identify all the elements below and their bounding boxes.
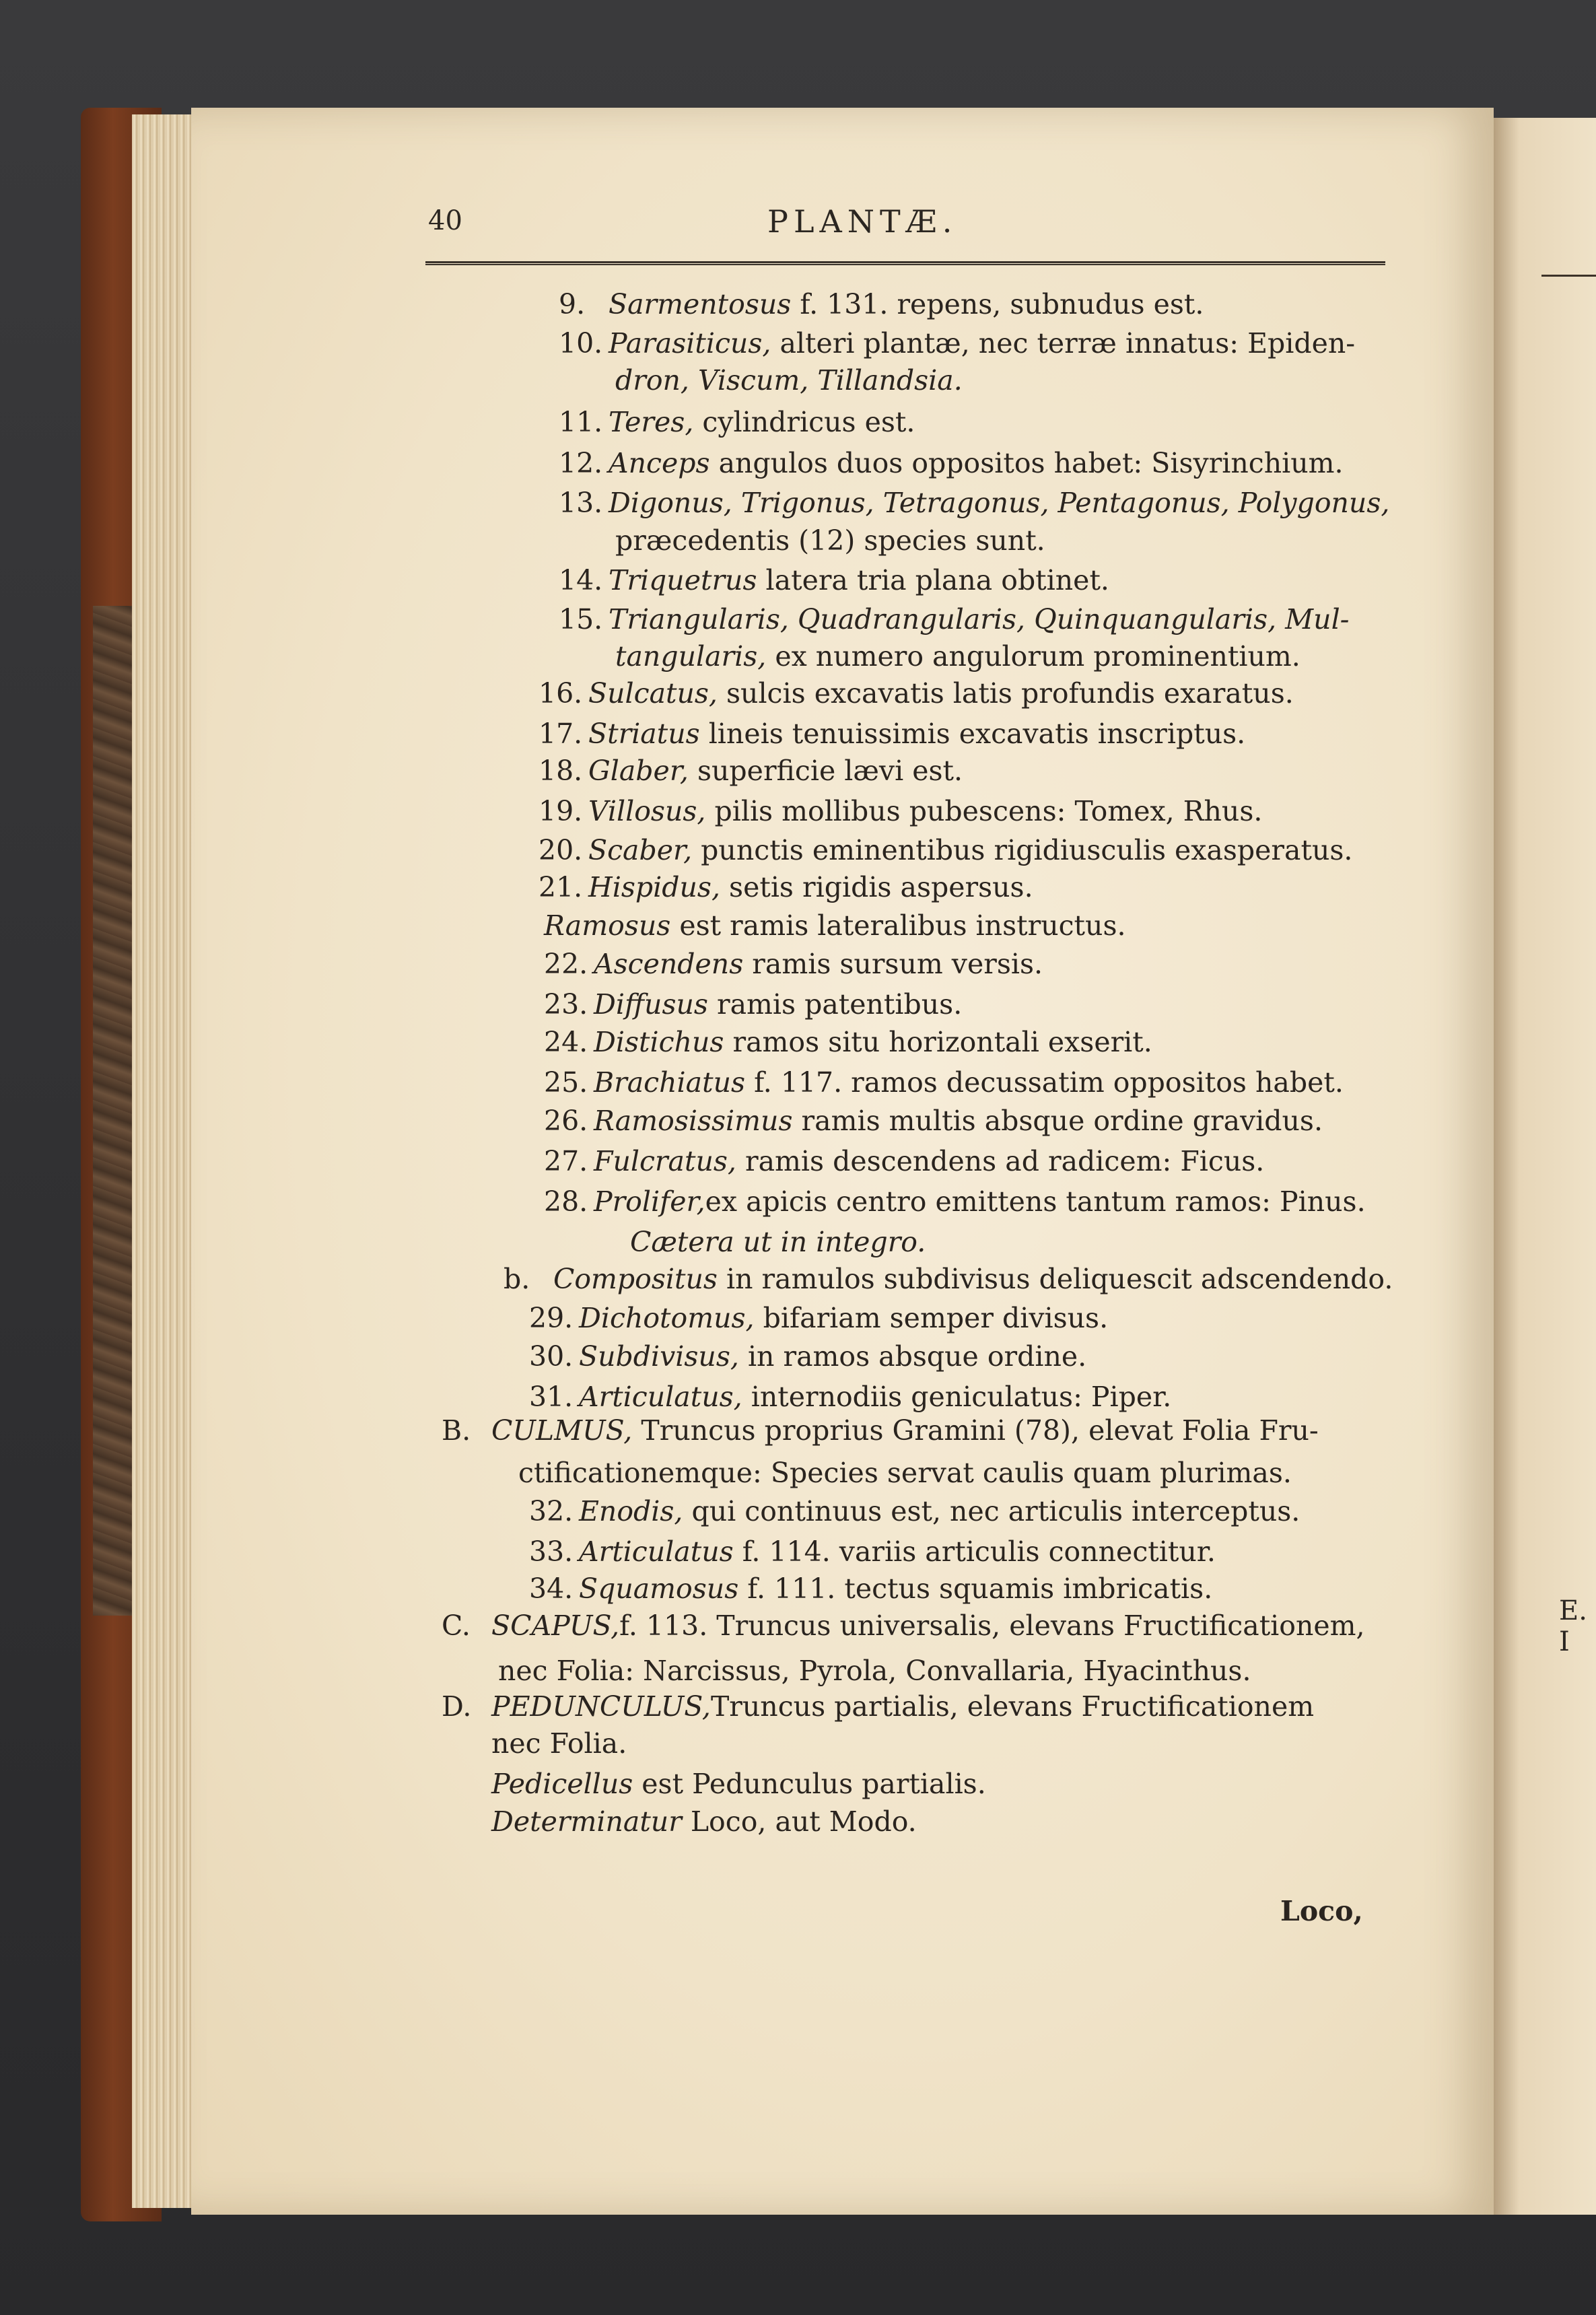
text-line xyxy=(518,1459,1292,1487)
italic-term: Ascendens xyxy=(594,948,744,980)
line-number: 22. xyxy=(544,948,588,980)
text-line xyxy=(539,720,1245,748)
facing-page-fragment: E. I xyxy=(1559,1595,1587,1657)
italic-term: CULMUS, xyxy=(491,1414,633,1447)
line-text: alteri plantæ, nec terræ innatus: Epiden- xyxy=(771,327,1356,359)
line-text: nec Folia: Narcissus, Pyrola, Convallaria, Hyacinthus. xyxy=(498,1655,1251,1687)
line-text: qui continuus est, nec articulis interceptus. xyxy=(683,1495,1300,1527)
italic-term: Villosus, xyxy=(588,795,706,827)
line-text: ex apicis centro emittens tantum ramos: Pinus. xyxy=(705,1185,1366,1218)
italic-term: Articulatus xyxy=(579,1535,734,1568)
text-line xyxy=(559,406,915,438)
text-line xyxy=(544,948,1043,980)
text-line xyxy=(544,1107,1323,1135)
text-line xyxy=(529,1302,1109,1334)
italic-term: Ramosissimus xyxy=(594,1105,793,1137)
page-edges xyxy=(132,114,197,2208)
line-number: 17. xyxy=(539,718,583,750)
facing-page xyxy=(1494,118,1596,2215)
line-number: b. xyxy=(504,1263,530,1295)
text-line xyxy=(559,564,1109,596)
italic-term: Scaber, xyxy=(588,834,693,866)
line-number: 18. xyxy=(539,755,583,787)
italic-term: Striatus xyxy=(588,718,700,750)
line-number: 31. xyxy=(529,1381,574,1413)
line-number: 13. xyxy=(559,487,603,519)
line-text: Truncus partialis, elevans Fructificationem xyxy=(710,1690,1315,1723)
italic-term: PEDUNCULUS, xyxy=(491,1690,711,1723)
italic-term: Diffusus xyxy=(594,988,708,1021)
italic-term: Triquetrus xyxy=(609,564,757,596)
text-line xyxy=(491,1727,627,1760)
line-text: sulcis excavatis latis profundis exaratus. xyxy=(717,677,1294,710)
line-text: Loco, aut Modo. xyxy=(681,1805,917,1838)
line-text: est Pedunculus partialis. xyxy=(633,1768,986,1800)
text-line xyxy=(615,640,1300,672)
italic-term: Prolifer, xyxy=(594,1185,705,1218)
italic-term: Digonus, Trigonus, Tetragonus, Pentagonus, Polygonus, xyxy=(609,487,1390,519)
text-line xyxy=(539,871,1033,903)
italic-term: SCAPUS, xyxy=(491,1610,620,1642)
catchword: Loco, xyxy=(1280,1895,1363,1927)
line-text: ramis patentibus. xyxy=(707,988,963,1021)
italic-term: Pedicellus xyxy=(491,1768,633,1800)
text-line xyxy=(491,1770,986,1798)
text-line xyxy=(529,1575,1212,1603)
text-line xyxy=(615,364,963,396)
italic-term: Parasiticus, xyxy=(609,327,771,359)
line-text: ramis multis absque ordine gravidus. xyxy=(792,1105,1323,1137)
line-text: f. 113. Truncus universalis, elevans Fructificationem, xyxy=(619,1610,1365,1642)
line-text: f. 114. variis articulis connectitur. xyxy=(733,1535,1216,1568)
line-number: 21. xyxy=(539,871,583,903)
text-line xyxy=(529,1340,1087,1373)
text-line xyxy=(529,1383,1171,1411)
text-line xyxy=(544,1185,1366,1218)
running-title: PLANTÆ. xyxy=(767,203,958,240)
italic-term: Fulcratus, xyxy=(594,1145,736,1177)
line-text: latera tria plana obtinet. xyxy=(757,564,1109,596)
italic-term: Enodis, xyxy=(579,1495,683,1527)
text-line xyxy=(539,677,1294,710)
line-number: 23. xyxy=(544,988,588,1021)
italic-term: Triangularis, Quadrangularis, Quinquangularis, Mul- xyxy=(609,603,1350,635)
line-number: B. xyxy=(442,1414,471,1447)
text-line xyxy=(539,795,1263,827)
line-number: 27. xyxy=(544,1145,588,1177)
line-text: præcedentis (12) species sunt. xyxy=(615,524,1045,557)
text-line xyxy=(559,603,1350,635)
text-line xyxy=(442,1414,1319,1447)
line-number: 15. xyxy=(559,603,603,635)
text-line xyxy=(442,1690,1315,1723)
line-text: ramos situ horizontali exserit. xyxy=(724,1026,1152,1058)
text-line xyxy=(504,1263,1393,1295)
line-number: 14. xyxy=(559,564,603,596)
text-line xyxy=(498,1657,1251,1685)
line-text: est ramis lateralibus instructus. xyxy=(670,909,1126,942)
line-text: superficie lævi est. xyxy=(688,755,963,787)
line-text: ctificationemque: Species servat caulis quam plurimas. xyxy=(518,1457,1292,1489)
line-text: nec Folia. xyxy=(491,1727,627,1760)
text-line xyxy=(539,757,963,785)
line-text: pilis mollibus pubescens: Tomex, Rhus. xyxy=(705,795,1263,827)
line-number: 33. xyxy=(529,1535,574,1568)
line-number: 19. xyxy=(539,795,583,827)
text-line xyxy=(544,1066,1344,1099)
italic-term: dron, Viscum, Tillandsia. xyxy=(615,364,963,396)
line-text: Truncus proprius Gramini (78), elevat Folia Fru- xyxy=(632,1414,1319,1447)
text-line xyxy=(544,909,1126,942)
italic-term: Distichus xyxy=(594,1026,724,1058)
italic-term: Cætera ut in integro. xyxy=(630,1226,926,1258)
italic-term: Teres, xyxy=(609,406,694,438)
text-line xyxy=(559,327,1356,359)
italic-term: Sulcatus, xyxy=(588,677,718,710)
facing-page-rule xyxy=(1541,275,1596,277)
text-line xyxy=(529,1495,1300,1527)
line-text: internodiis geniculatus: Piper. xyxy=(742,1381,1172,1413)
italic-term: Sarmentosus xyxy=(609,288,792,320)
line-number: 29. xyxy=(529,1302,574,1334)
text-line xyxy=(615,524,1045,557)
line-text: bifariam semper divisus. xyxy=(754,1302,1109,1334)
page-number: 40 xyxy=(428,205,462,236)
italic-term: Ramosus xyxy=(544,909,671,942)
line-text: f. 131. repens, subnudus est. xyxy=(791,288,1204,320)
text-line xyxy=(539,834,1353,866)
text-line xyxy=(630,1226,926,1258)
line-number: 30. xyxy=(529,1340,574,1373)
line-text: ex numero angulorum prominentium. xyxy=(766,640,1300,672)
text-line xyxy=(544,988,963,1021)
italic-term: Compositus xyxy=(553,1263,718,1295)
line-number: C. xyxy=(442,1610,471,1642)
italic-term: Hispidus, xyxy=(588,871,720,903)
line-text: setis rigidis aspersus. xyxy=(720,871,1033,903)
italic-term: Determinatur xyxy=(491,1805,682,1838)
text-line xyxy=(559,489,1389,517)
line-number: 16. xyxy=(539,677,583,710)
line-number: 25. xyxy=(544,1066,588,1099)
line-number: 28. xyxy=(544,1185,588,1218)
line-text: f. 117. ramos decussatim oppositos habet. xyxy=(745,1066,1344,1099)
text-line xyxy=(544,1145,1265,1177)
line-text: in ramulos subdivisus deliquescit adscendendo. xyxy=(717,1263,1393,1295)
line-number: D. xyxy=(442,1690,472,1723)
line-number: 9. xyxy=(559,288,586,320)
text-line xyxy=(491,1805,917,1838)
line-text: lineis tenuissimis excavatis inscriptus. xyxy=(699,718,1246,750)
line-number: 32. xyxy=(529,1495,574,1527)
italic-term: Squamosus xyxy=(579,1573,739,1605)
line-text: f. 111. tectus squamis imbricatis. xyxy=(738,1573,1213,1605)
line-text: punctis eminentibus rigidiusculis exasperatus. xyxy=(692,834,1353,866)
line-text: in ramos absque ordine. xyxy=(738,1340,1087,1373)
italic-term: Brachiatus xyxy=(594,1066,746,1099)
line-number: 10. xyxy=(559,327,603,359)
text-line xyxy=(544,1026,1152,1058)
line-number: 26. xyxy=(544,1105,588,1137)
line-number: 24. xyxy=(544,1026,588,1058)
header-rule xyxy=(425,261,1385,265)
italic-term: Anceps xyxy=(609,447,710,479)
marbled-board xyxy=(93,606,133,1616)
line-number: 20. xyxy=(539,834,583,866)
line-number: 12. xyxy=(559,447,603,479)
line-text: angulos duos oppositos habet: Sisyrinchium. xyxy=(709,447,1344,479)
line-text: ramis descendens ad radicem: Ficus. xyxy=(736,1145,1265,1177)
text-line xyxy=(529,1535,1216,1568)
italic-term: Dichotomus, xyxy=(579,1302,755,1334)
text-line xyxy=(559,288,1204,320)
line-number: 11. xyxy=(559,406,603,438)
italic-term: Articulatus, xyxy=(579,1381,742,1413)
italic-term: Glaber, xyxy=(588,755,689,787)
italic-term: tangularis, xyxy=(615,640,767,672)
text-line xyxy=(442,1612,1365,1640)
line-text: ramis sursum versis. xyxy=(743,948,1043,980)
text-line xyxy=(559,447,1344,479)
line-number: 34. xyxy=(529,1573,574,1605)
italic-term: Subdivisus, xyxy=(579,1340,739,1373)
line-text: cylindricus est. xyxy=(693,406,915,438)
